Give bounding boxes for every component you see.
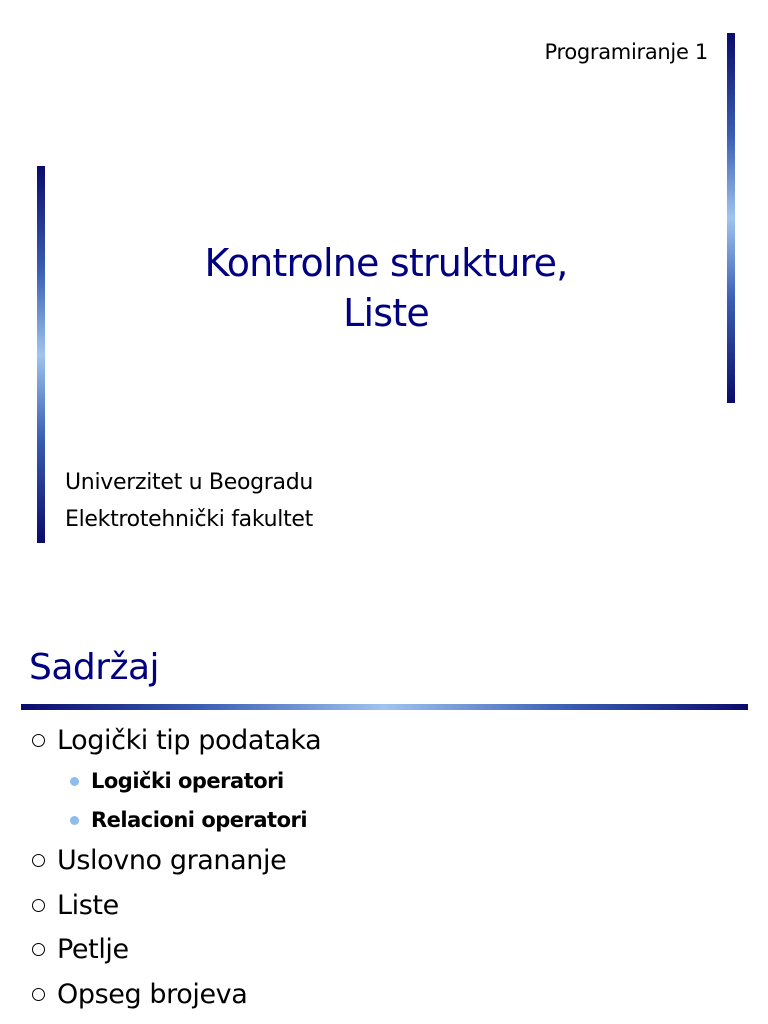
list-item-label: Liste <box>57 890 119 921</box>
list-item <box>32 890 119 921</box>
right-accent-bar <box>727 33 735 403</box>
left-accent-bar <box>37 166 45 543</box>
list-item-label: Uslovno grananje <box>57 845 287 876</box>
slide-title <box>44 238 728 338</box>
sub-list-item <box>70 769 284 793</box>
faculty-name: Elektrotehnički fakultet <box>65 507 313 532</box>
list-item <box>32 845 286 876</box>
dot-bullet-icon <box>70 777 79 786</box>
list-item <box>32 979 247 1010</box>
list-item <box>32 934 129 965</box>
heading-rule <box>21 704 748 710</box>
list-item-label: Petlje <box>57 934 129 965</box>
hollow-circle-bullet-icon <box>32 899 45 912</box>
list-item <box>32 725 321 756</box>
slide-title-line: Liste <box>343 291 429 335</box>
sub-list-item <box>70 808 307 832</box>
sub-list-item-label: Logički operatori <box>91 769 284 793</box>
hollow-circle-bullet-icon <box>32 988 45 1001</box>
contents-heading: Sadržaj <box>29 647 160 688</box>
hollow-circle-bullet-icon <box>32 854 45 867</box>
list-item-label: Logički tip podataka <box>57 725 322 756</box>
course-label: Programiranje 1 <box>544 40 708 64</box>
sub-list-item-label: Relacioni operatori <box>91 808 308 832</box>
hollow-circle-bullet-icon <box>32 943 45 956</box>
list-item-label: Opseg brojeva <box>57 979 248 1010</box>
university-name: Univerzitet u Beogradu <box>65 470 314 495</box>
dot-bullet-icon <box>70 816 79 825</box>
institution <box>65 464 313 538</box>
hollow-circle-bullet-icon <box>32 734 45 747</box>
slide-title-line: Kontrolne strukture, <box>204 241 568 285</box>
